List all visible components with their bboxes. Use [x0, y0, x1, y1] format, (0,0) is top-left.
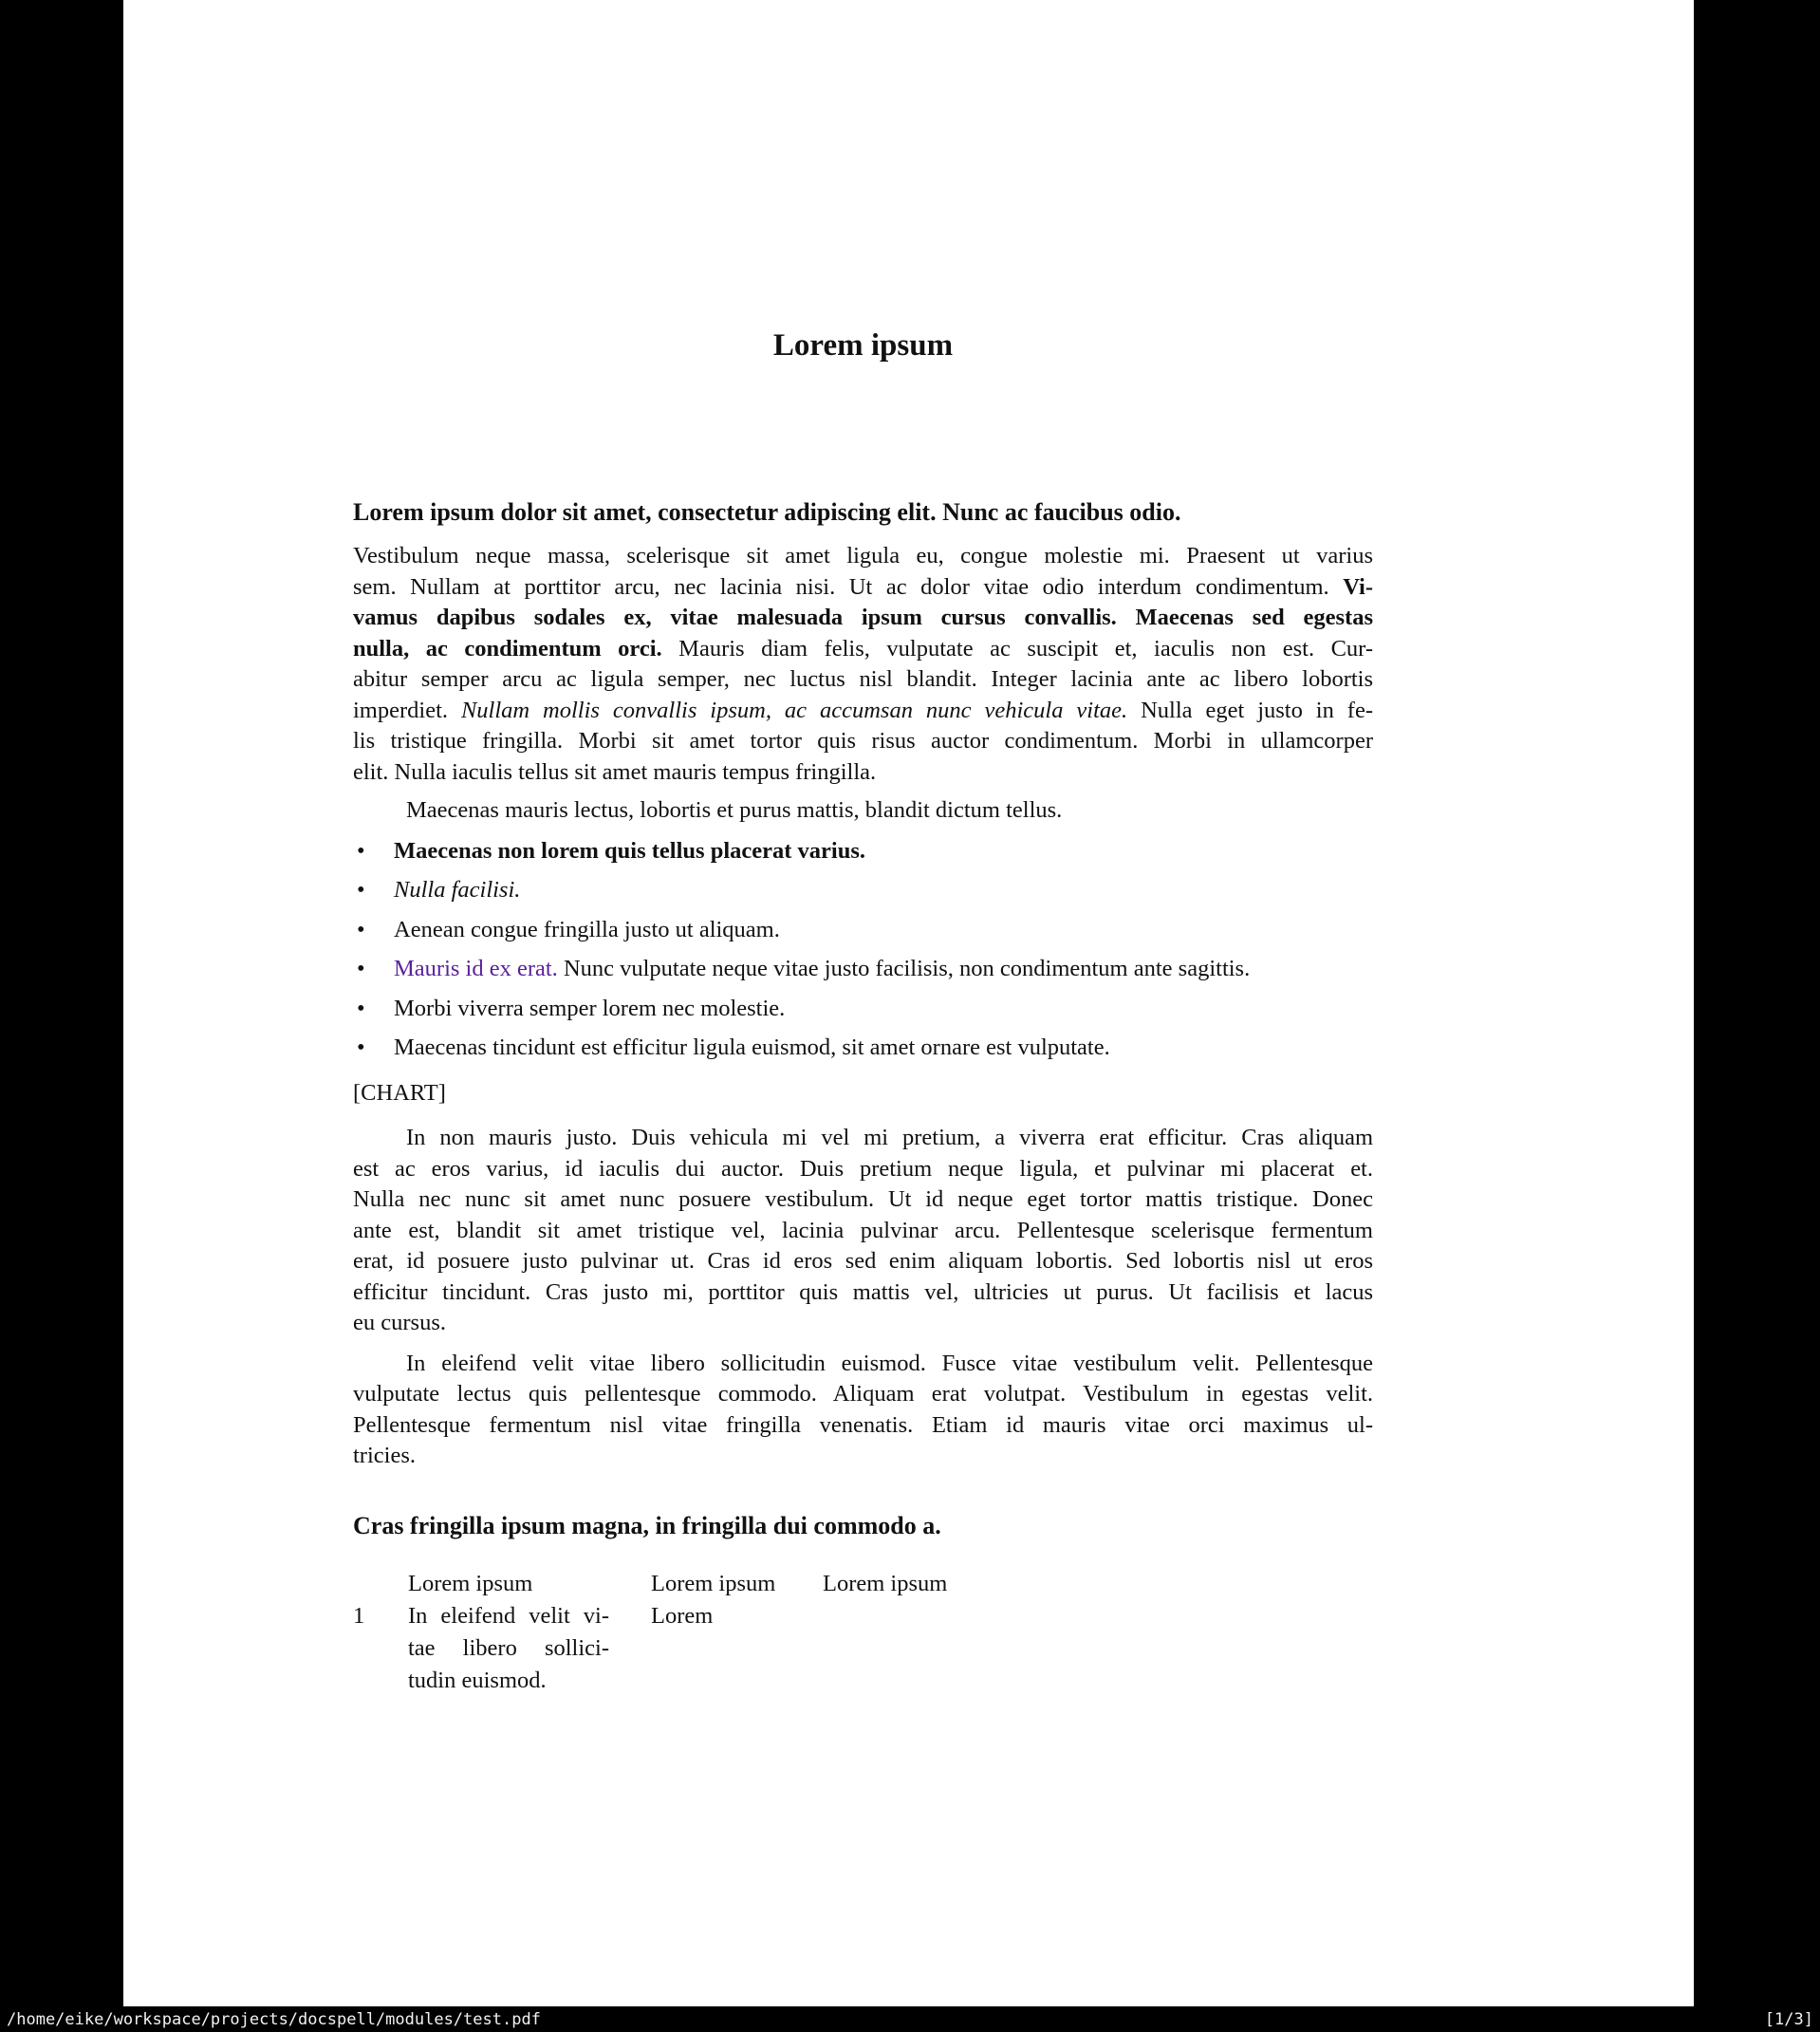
text-line [353, 634, 1373, 665]
text-line [353, 1277, 1373, 1309]
text-run: tae libero sollici- [408, 1634, 609, 1661]
bullet-text [394, 877, 520, 903]
text-line [353, 1441, 1373, 1472]
text-run: tricies. [353, 1443, 416, 1468]
text-run: eu cursus. [353, 1310, 446, 1335]
text-run: Nulla facilisi. [394, 877, 521, 903]
text-run: imperdiet. [353, 697, 461, 723]
table-header-cell: Lorem ipsum [823, 1570, 948, 1596]
bullet-item [353, 954, 1373, 985]
table [353, 1568, 1373, 1697]
table-header-cell-empty [353, 1568, 408, 1600]
bullet-text [394, 917, 780, 942]
text-line [353, 1246, 1373, 1277]
bullet-icon: • [357, 1035, 365, 1060]
text-run: sem. Nullam at porttitor arcu, nec lacinia nisi. Ut ac dolor vitae odio interdum condimentum. [353, 573, 1344, 600]
text-run: Morbi viverra semper lorem nec molestie. [394, 995, 786, 1021]
text-run: Pellentesque fermentum nisl vitae fringilla venenatis. Etiam id mauris vitae orci maximus ul- [353, 1411, 1373, 1438]
text-run: In non mauris justo. Duis vehicula mi vel mi pretium, a viverra erat efficitur. Cras aliquam [406, 1125, 1373, 1150]
document-content [353, 0, 1373, 1697]
text-run: Nulla nec nunc sit amet nunc posuere vestibulum. Ut id neque eget tortor mattis tristique. Donec [353, 1186, 1373, 1212]
text-line [408, 1665, 609, 1697]
table-cell: Lorem [651, 1602, 714, 1629]
text-run: vamus dapibus sodales ex, vitae malesuada ipsum cursus convallis. Maecenas sed egestas [353, 605, 1373, 630]
text-run: vulputate lectus quis pellentesque commodo. Aliquam erat volutpat. Vestibulum in egestas velit. [353, 1381, 1373, 1407]
table-cell [408, 1600, 651, 1697]
bullet-icon: • [357, 877, 365, 903]
text-run: Maecenas tincidunt est efficitur ligula euismod, sit amet ornare est vulputate. [394, 1035, 1110, 1060]
text-line [408, 1632, 609, 1665]
text-line [353, 726, 1373, 757]
text-line [353, 572, 1373, 604]
text-line [353, 1308, 1373, 1339]
text-line [353, 1349, 1373, 1380]
text-run: Mauris diam felis, vulputate ac suscipit et, iaculis non est. Cur- [678, 635, 1373, 662]
text-line [353, 1410, 1373, 1442]
text-run: ante est, blandit sit amet tristique vel, lacinia pulvinar arcu. Pellentesque scelerisque fermentum [353, 1217, 1373, 1243]
text-run: Nulla eget justo in fe- [1127, 697, 1374, 723]
text-line [353, 1154, 1373, 1185]
bullet-text [394, 838, 865, 864]
text-run: efficitur tincidunt. Cras justo mi, porttitor quis mattis vel, ultricies ut purus. Ut facilisis et lacus [353, 1278, 1373, 1305]
text-run: In eleifend velit vitae libero sollicitudin euismod. Fusce vitae vestibulum velit. Pellentesque [406, 1350, 1373, 1376]
bullet-icon: • [357, 837, 365, 864]
text-line [353, 1216, 1373, 1247]
bullet-item [353, 915, 1373, 946]
text-run: Vi- [1343, 573, 1373, 600]
text-run: Maecenas non lorem quis tellus placerat varius. [394, 837, 866, 864]
table-header-cell: Lorem ipsum [408, 1570, 533, 1596]
table-cell [823, 1600, 1012, 1697]
bullet-text [394, 1035, 1110, 1060]
text-run: lis tristique fringilla. Morbi sit amet tortor quis risus auctor condimentum. Morbi in ullamcorper [353, 728, 1373, 754]
pdf-page[interactable] [123, 0, 1694, 2006]
paragraph-short [353, 795, 1373, 827]
status-file-path: /home/eike/workspace/projects/docspell/modules/test.pdf [7, 2009, 541, 2029]
section-1-heading: Lorem ipsum dolor sit amet, consectetur adipiscing elit. Nunc ac faucibus odio. [353, 498, 1181, 526]
section-2-heading: Cras fringilla ipsum magna, in fringilla dui commodo a. [353, 1511, 941, 1539]
text-run: nulla, ac condimentum orci. [353, 635, 679, 662]
paragraph-2 [353, 1123, 1373, 1339]
paragraph-3 [353, 1349, 1373, 1472]
text-line [353, 603, 1373, 634]
table-row-number: 1 [353, 1602, 365, 1629]
text-run: tudin euismod. [408, 1667, 547, 1693]
bullet-item [353, 994, 1373, 1025]
bullet-text [394, 996, 785, 1021]
status-bar [0, 2006, 1820, 2032]
text-line [353, 795, 1373, 827]
text-line [353, 541, 1373, 572]
text-line [408, 1600, 609, 1632]
text-line [353, 757, 1373, 789]
text-run: erat, id posuere justo pulvinar ut. Cras id eros sed enim aliquam lobortis. Sed lobortis nisl ut eros [353, 1248, 1373, 1274]
text-run: Maecenas mauris lectus, lobortis et purus mattis, blandit dictum tellus. [406, 797, 1063, 823]
text-run: elit. Nulla iaculis tellus sit amet mauris tempus fringilla. [353, 758, 877, 785]
bullet-text [394, 956, 1250, 981]
text-run: abitur semper arcu ac ligula semper, nec luctus nisl blandit. Integer lacinia ante ac libero lobortis [353, 666, 1373, 692]
bullet-icon: • [357, 995, 365, 1021]
status-page-indicator: [1/3] [1764, 2009, 1813, 2029]
text-run: In eleifend velit vi- [408, 1602, 609, 1629]
bullet-item [353, 1033, 1373, 1064]
document-title: Lorem ipsum [772, 328, 954, 363]
bullet-list [353, 836, 1373, 1064]
table-header-cell: Lorem ipsum [651, 1570, 776, 1596]
bullet-item [353, 875, 1373, 906]
text-line [353, 1123, 1373, 1154]
text-line [353, 1184, 1373, 1216]
text-line [353, 696, 1373, 727]
bullet-item [353, 836, 1373, 867]
text-line [353, 1379, 1373, 1410]
text-line [353, 664, 1373, 696]
bullet-icon: • [357, 916, 365, 942]
bullet-icon: • [357, 956, 365, 981]
paragraph-1 [353, 541, 1373, 788]
link-text[interactable]: Mauris id ex erat. [394, 956, 558, 981]
text-run: Nunc vulputate neque vitae justo facilisis, non condimentum ante sagittis. [557, 956, 1251, 981]
text-run: Aenean congue fringilla justo ut aliquam. [394, 916, 780, 942]
chart-placeholder: [CHART] [353, 1079, 446, 1106]
text-run: est ac eros varius, id iaculis dui auctor. Duis pretium neque ligula, et pulvinar mi placerat et. [353, 1155, 1373, 1182]
text-run: Nullam mollis convallis ipsum, ac accumsan nunc vehicula vitae. [460, 697, 1128, 723]
text-run: Vestibulum neque massa, scelerisque sit amet ligula eu, congue molestie mi. Praesent ut varius [353, 543, 1373, 569]
